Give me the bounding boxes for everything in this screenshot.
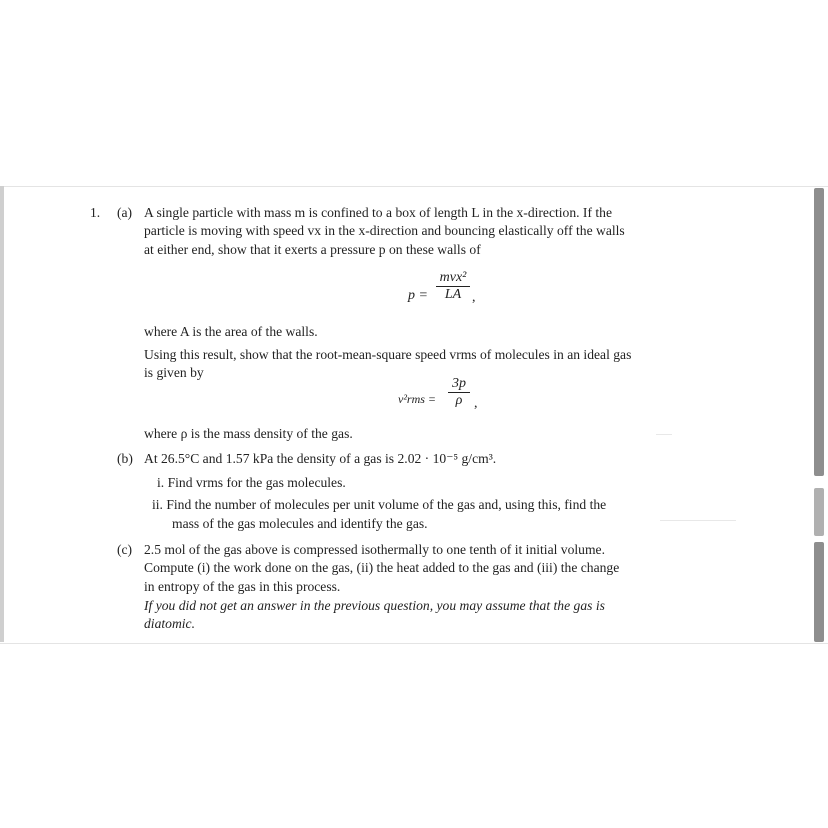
part-a-text-line4: where A is the area of the walls. xyxy=(144,324,318,339)
part-b-item-ii-line2: mass of the gas molecules and identify the gas. xyxy=(172,516,428,531)
left-edge xyxy=(0,186,4,642)
equation1-numerator: mvx² xyxy=(436,270,470,287)
equation2-lhs: v²rms = xyxy=(398,392,437,406)
part-c-text-line5: diatomic. xyxy=(144,616,195,631)
part-b-text-line1: At 26.5°C and 1.57 kPa the density of a gas is 2.02 · 10⁻⁵ g/cm³. xyxy=(144,451,497,466)
part-c-text-line2: Compute (i) the work done on the gas, (ii) the heat added to the gas and (iii) the change xyxy=(144,560,620,575)
equation1-denominator: LA xyxy=(444,287,462,302)
part-a-text-line7: where ρ is the mass density of the gas. xyxy=(144,426,353,441)
scan-artifact-2 xyxy=(660,520,736,521)
problem-number: 1. xyxy=(90,205,101,220)
part-a-text-line1: A single particle with mass m is confined to a box of length L in the x-direction. If the xyxy=(144,205,612,220)
part-c-text-line4: If you did not get an answer in the previous question, you may assume that the gas is xyxy=(144,598,605,613)
scrollbar-track-upper[interactable] xyxy=(814,188,824,476)
part-b-item-ii-line1: ii. Find the number of molecules per unit volume of the gas and, using this, find the xyxy=(152,497,607,512)
equation1-comma: , xyxy=(472,290,476,305)
part-c-text-line3: in entropy of the gas in this process. xyxy=(144,579,341,594)
equation1-lhs: p = xyxy=(408,288,428,303)
part-a-text-line5: Using this result, show that the root-mean-square speed vrms of molecules in an ideal gas xyxy=(144,347,632,362)
part-a-text-line2: particle is moving with speed vx in the x-direction and bouncing elastically off the walls xyxy=(144,223,625,238)
equation2-numerator: 3p xyxy=(448,376,470,393)
part-a-text-line6: is given by xyxy=(144,365,204,380)
part-c-text-line1: 2.5 mol of the gas above is compressed isothermally to one tenth of it initial volume. xyxy=(144,542,605,557)
scrollbar-track-lower[interactable] xyxy=(814,542,824,642)
equation2-denominator: ρ xyxy=(455,393,463,408)
part-a-label: (a) xyxy=(117,205,133,220)
scrollbar-thumb[interactable] xyxy=(814,488,824,536)
part-b-label: (b) xyxy=(117,451,133,466)
equation1-fraction xyxy=(436,270,470,303)
equation2-fraction xyxy=(448,376,470,409)
part-a-text-line3: at either end, show that it exerts a pressure p on these walls of xyxy=(144,242,481,257)
scan-artifact xyxy=(656,434,672,435)
part-c-label: (c) xyxy=(117,542,133,557)
part-b-item-i: i. Find vrms for the gas molecules. xyxy=(157,475,346,490)
equation2-comma: , xyxy=(474,396,478,411)
